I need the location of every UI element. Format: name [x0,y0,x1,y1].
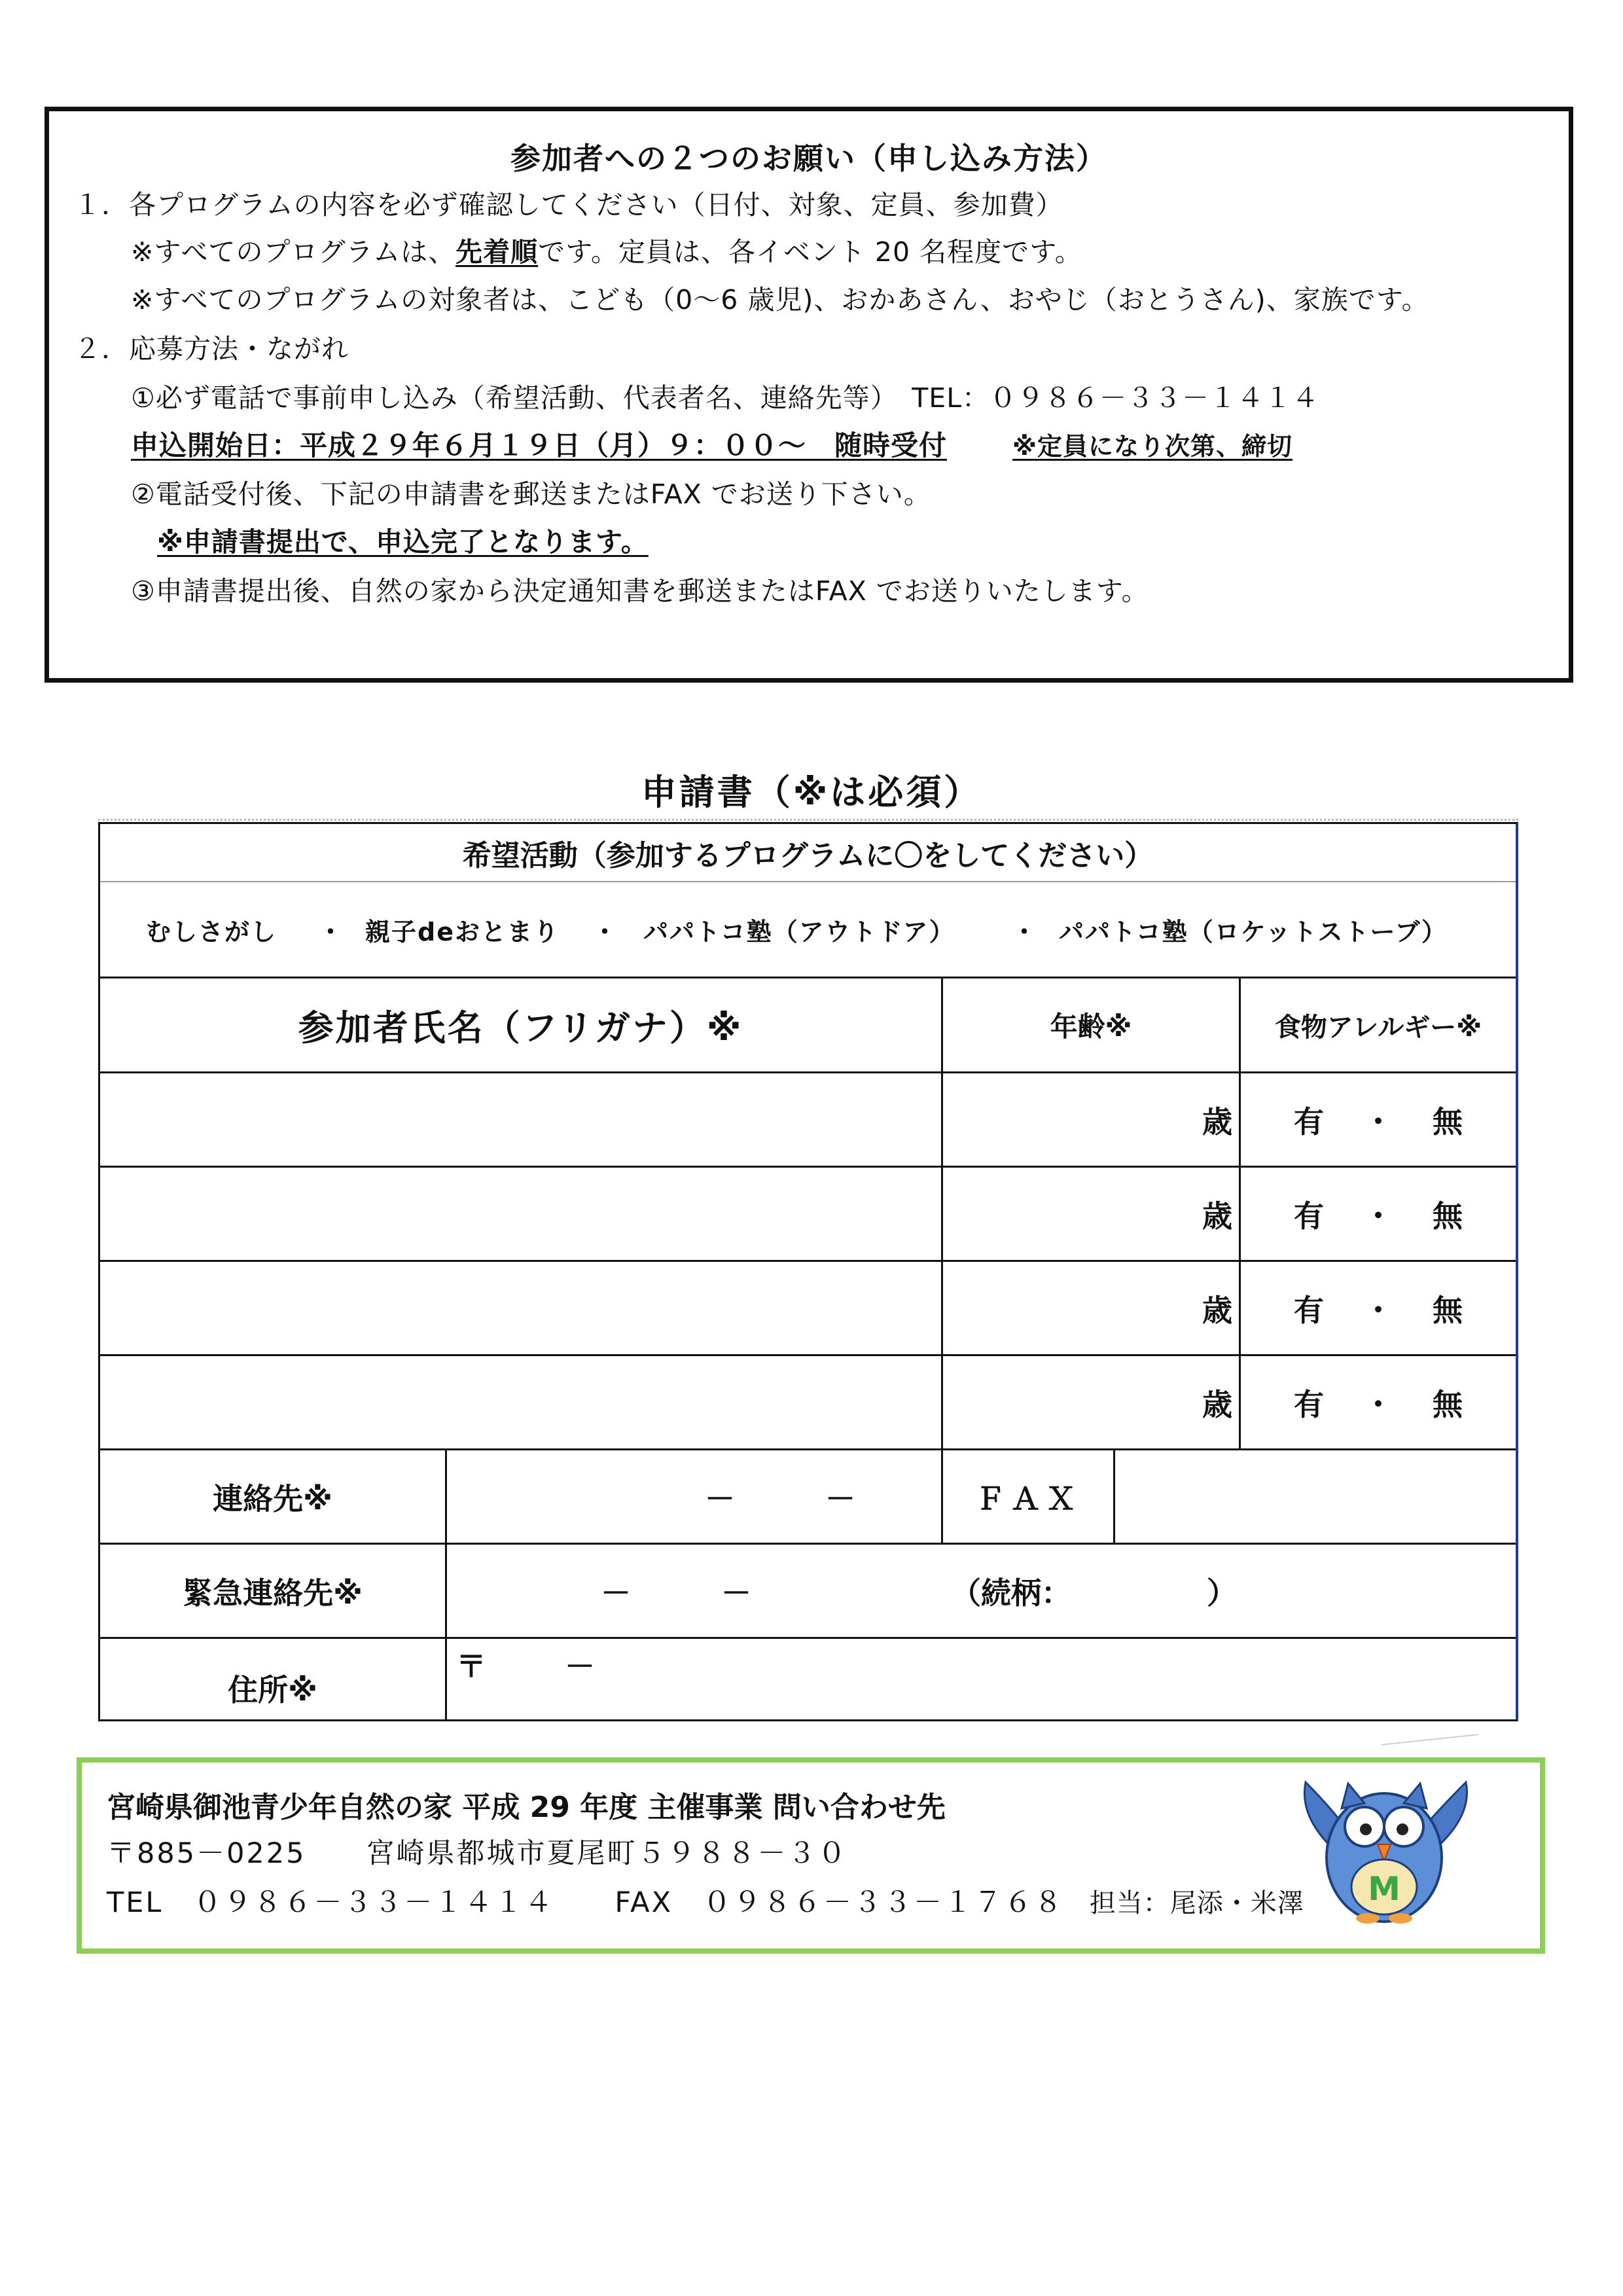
program-papatoko-rocket-stove[interactable]: パパトコ塾（ロケットストーブ） [1059,917,1448,946]
allergy-no-option[interactable]: 無 [1433,1386,1463,1422]
contact-staff: 担当：尾添・米澤 [1089,1888,1304,1918]
notice-item-1: １．各プログラムの内容を必ず確認してください（日付、対象、定員、参加費） [74,189,1063,221]
step2-note-text: ※申請書提出で、申込完了となります。 [157,526,649,558]
program-papatoko-outdoor[interactable]: パパトコ塾（アウトドア） [643,917,955,946]
notice-title: 参加者への２つのお願い（申し込み方法） [510,141,1107,176]
form-title: 申請書（※は必須） [641,772,982,813]
allergy-yes-option[interactable]: 有 [1294,1103,1324,1139]
address-field[interactable] [447,1639,1516,1721]
age-unit: 歳 [1202,1103,1232,1139]
age-unit: 歳 [1202,1292,1232,1328]
emergency-phone-field[interactable] [447,1545,905,1637]
age-unit: 歳 [1202,1386,1232,1422]
note1-emphasis: 先着順 [455,236,539,268]
postal-mark: 〒 [456,1649,486,1684]
participant-name-field[interactable] [100,1073,941,1166]
notice-step-3: ③申請書提出後、自然の家から決定通知書を郵送またはFAX でお送りいたします。 [131,575,1149,607]
note1-post: です。定員は、各イベント 20 名程度です。 [538,236,1082,268]
notice-note-1 [131,230,1082,269]
fax-label: ＦＡＸ [975,1480,1081,1516]
participant-age-field[interactable] [943,1168,1239,1260]
allergy-choice [1241,1262,1516,1354]
contact-dashes: － － [705,1480,855,1516]
start-date-main: 申込開始日：平成２９年６月１９日（月）９：００～ 随時受付 [131,429,948,461]
allergy-yes-option[interactable]: 有 [1294,1292,1324,1328]
form-top-dotted-line [98,819,1518,821]
allergy-dot: ・ [1363,1103,1393,1139]
program-separator: ・ [1012,917,1039,946]
program-oyako-otomari[interactable]: 親子deおとまり [365,917,560,946]
allergy-dot: ・ [1363,1386,1393,1422]
notice-step-2: ②電話受付後、下記の申請書を郵送またはFAX でお送り下さい。 [131,478,931,510]
allergy-dot: ・ [1363,1198,1393,1234]
relation-text: （続柄： ） [951,1575,1237,1611]
allergy-choice [1241,1073,1516,1166]
age-unit: 歳 [1202,1198,1232,1234]
relation-field[interactable] [951,1545,1409,1637]
program-separator: ・ [318,917,345,946]
scan-artifact-line [1381,1734,1478,1746]
participant-name-field[interactable] [100,1262,941,1354]
contact-title: 宮崎県御池青少年自然の家 平成 29 年度 主催事業 問い合わせ先 [107,1791,946,1824]
programs-row [100,882,1516,977]
col-header-age: 年齢※ [1050,1011,1132,1043]
col-header-allergy: 食物アレルギー※ [1274,1012,1482,1043]
col-header-name: 参加者氏名（フリガナ）※ [298,1007,743,1049]
allergy-yes-option[interactable]: 有 [1294,1198,1324,1234]
inquiry-contact-box [77,1757,1545,1954]
address-label-text: 住所※ [228,1672,317,1708]
participant-age-field[interactable] [943,1262,1239,1354]
address-label [100,1639,445,1721]
notice-item-2: ２．応募方法・ながれ [74,333,349,365]
allergy-dot: ・ [1363,1292,1393,1328]
emergency-dashes: － － [601,1575,751,1611]
notice-start-date [131,424,1293,463]
owl-mascot-logo [1286,1769,1482,1926]
application-form [98,822,1518,1721]
activity-header: 希望活動（参加するプログラムに〇をしてください） [462,838,1154,872]
start-date-note: ※定員になり次第、締切 [1012,432,1293,461]
participant-name-field[interactable] [100,1356,941,1448]
allergy-no-option[interactable]: 無 [1433,1292,1463,1328]
contact-tel-fax-text: TEL ０９８６－３３－１４１４ FAX ０９８６－３３－１７６８ [107,1886,1065,1919]
program-mushisagashi[interactable]: むしさがし [146,917,277,946]
mascot-letter: M [1368,1870,1400,1908]
participant-age-field[interactable] [943,1356,1239,1448]
contact-tel-fax [107,1880,1304,1920]
contact-label: 連絡先※ [213,1480,332,1516]
notice-note-2: ※すべてのプログラムの対象者は、こども（0～6 歳児)、おかあさん、おやじ（おとうさん)、家族です。 [131,284,1429,315]
allergy-no-option[interactable]: 無 [1433,1198,1463,1234]
emergency-label: 緊急連絡先※ [183,1575,363,1611]
allergy-yes-option[interactable]: 有 [1294,1386,1324,1422]
contact-address: 〒885－0225 宮崎県都城市夏尾町５９８８－３０ [107,1837,848,1870]
notice-box [45,107,1573,683]
notice-step-1: ①必ず電話で事前申し込み（希望活動、代表者名、連絡先等） TEL：０９８６－３３－１４１４ [131,382,1320,414]
allergy-no-option[interactable]: 無 [1433,1103,1463,1139]
allergy-choice [1241,1168,1516,1260]
note1-pre: ※すべてのプログラムは、 [131,236,456,268]
program-separator: ・ [592,917,619,946]
participant-name-field[interactable] [100,1168,941,1260]
postal-dash: － [565,1649,595,1684]
allergy-choice [1241,1356,1516,1448]
fax-field[interactable] [1115,1450,1516,1543]
notice-step-2-note [157,520,649,559]
participant-age-field[interactable] [943,1073,1239,1166]
